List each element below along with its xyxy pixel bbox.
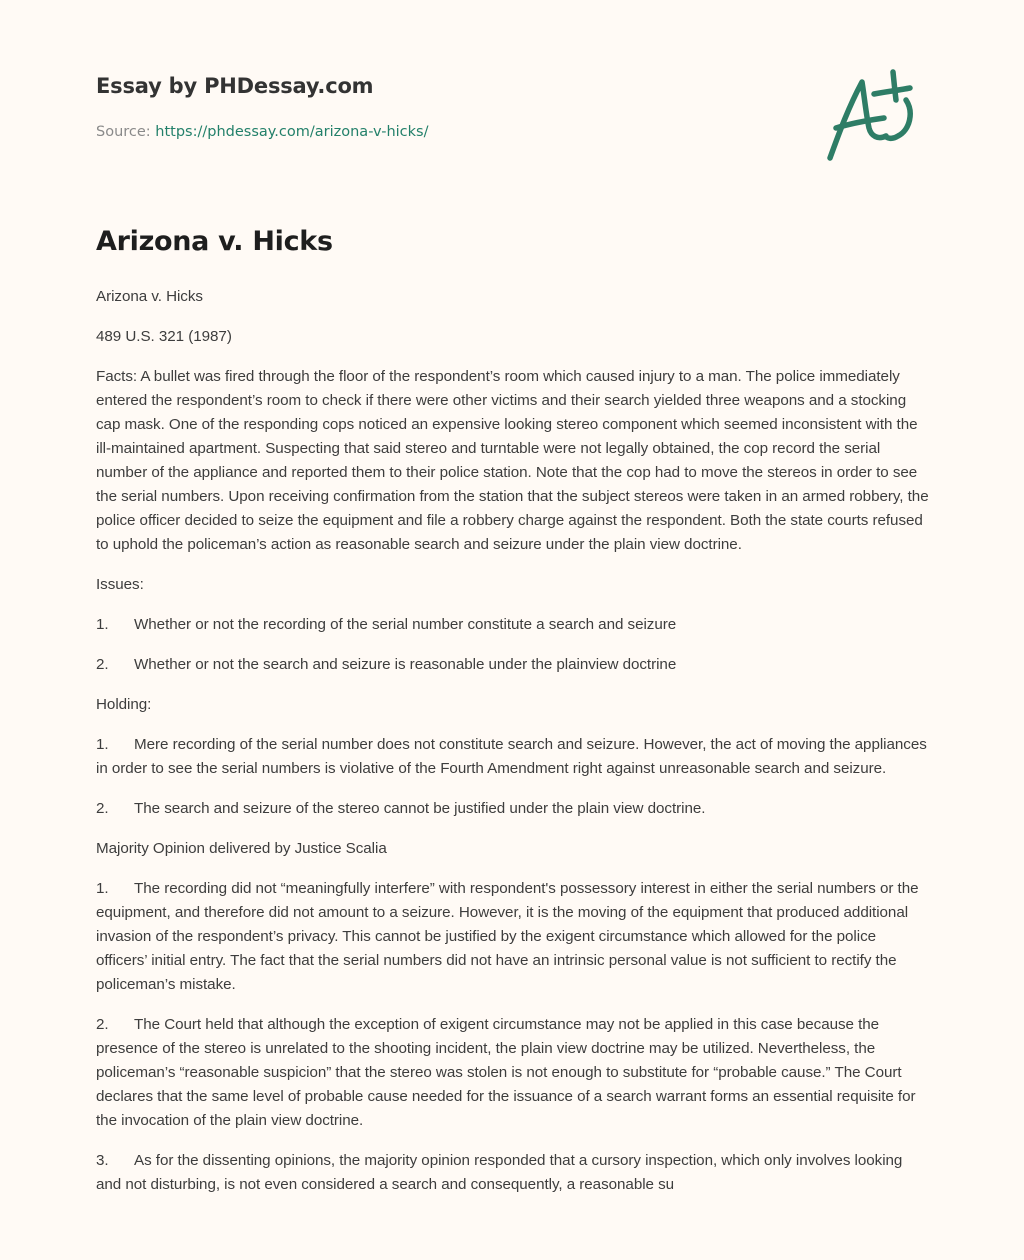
issue-item [96,653,931,677]
issue-item [96,613,931,637]
item-number: 3. [96,1152,109,1169]
source-label: Source: [96,124,156,140]
item-text: Whether or not the recording of the serial number constitute a search and seizure [134,616,677,633]
holding-item [96,733,931,781]
case-name: Arizona v. Hicks [96,288,203,305]
article-title: Arizona v. Hicks [96,226,333,257]
item-number: 2. [96,800,109,817]
a-plus-grade-icon [822,68,930,166]
item-text: Whether or not the search and seizure is reasonable under the plainview doctrine [134,656,677,673]
item-text: Mere recording of the serial number does not constitute search and seizure. However, the act of moving the appliances in order to see the serial numbers is violative of the Fourth Amendment right against unreasonable search and seizure. [96,736,927,777]
essay-article [96,226,931,1213]
item-number: 2. [96,1016,109,1033]
case-citation: 489 U.S. 321 (1987) [96,328,232,345]
source-line [96,124,429,140]
majority-item [96,1013,931,1133]
majority-item [96,1149,931,1197]
site-title: Essay by PHDessay.com [96,74,374,98]
item-number: 1. [96,880,109,897]
item-text: As for the dissenting opinions, the majority opinion responded that a cursory inspection, which only involves looking and not disturbing, is not even considered a search and consequently, a reasonable su [96,1152,903,1193]
item-text: The Court held that although the exception of exigent circumstance may not be applied in this case because the presence of the stereo is unrelated to the shooting incident, the plain view doctrine may be utilized. Nevertheless, the policeman’s “reasonable suspicion” that the stereo was stolen is not enough to substitute for “probable cause.” The Court declares that the same level of probable cause needed for the issuance of a search warrant forms an essential requisite for the invocation of the plain view doctrine. [96,1016,916,1129]
holding-heading: Holding: [96,696,152,713]
issues-heading: Issues: [96,576,144,593]
item-text: The search and seizure of the stereo cannot be justified under the plain view doctrine. [134,800,706,817]
item-number: 2. [96,656,109,673]
page-header [96,74,936,140]
source-link[interactable]: https://phdessay.com/arizona-v-hicks/ [155,124,429,140]
item-text: The recording did not “meaningfully interfere” with respondent's possessory interest in either the serial numbers or the equipment, and therefore did not amount to a seizure. However, it is the moving of the equipment that produced additional invasion of the respondent’s privacy. This cannot be justified by the exigent circumstance which allowed for the police officers’ initial entry. The fact that the serial numbers did not have an intrinsic personal value is not sufficient to rectify the policeman’s mistake. [96,880,919,993]
majority-item [96,877,931,997]
holding-item [96,797,931,821]
majority-heading: Majority Opinion delivered by Justice Scalia [96,840,387,857]
item-number: 1. [96,736,109,753]
item-number: 1. [96,616,109,633]
facts-paragraph: Facts: A bullet was fired through the floor of the respondent’s room which caused injury to a man. The police immediately entered the respondent’s room to check if there were other victims and their search yielded three weapons and a stocking cap mask. One of the responding cops noticed an expensive looking stereo component which seemed inconsistent with the ill-maintained apartment. Suspecting that said stereo and turntable were not legally obtained, the cop record the serial number of the appliance and reported them to their police station. Note that the cop had to move the stereos in order to see the serial numbers. Upon receiving confirmation from the station that the subject stereos were taken in an armed robbery, the police officer decided to seize the equipment and file a robbery charge against the respondent. Both the state courts refused to uphold the policeman’s action as reasonable search and seizure under the plain view doctrine. [96,368,929,553]
